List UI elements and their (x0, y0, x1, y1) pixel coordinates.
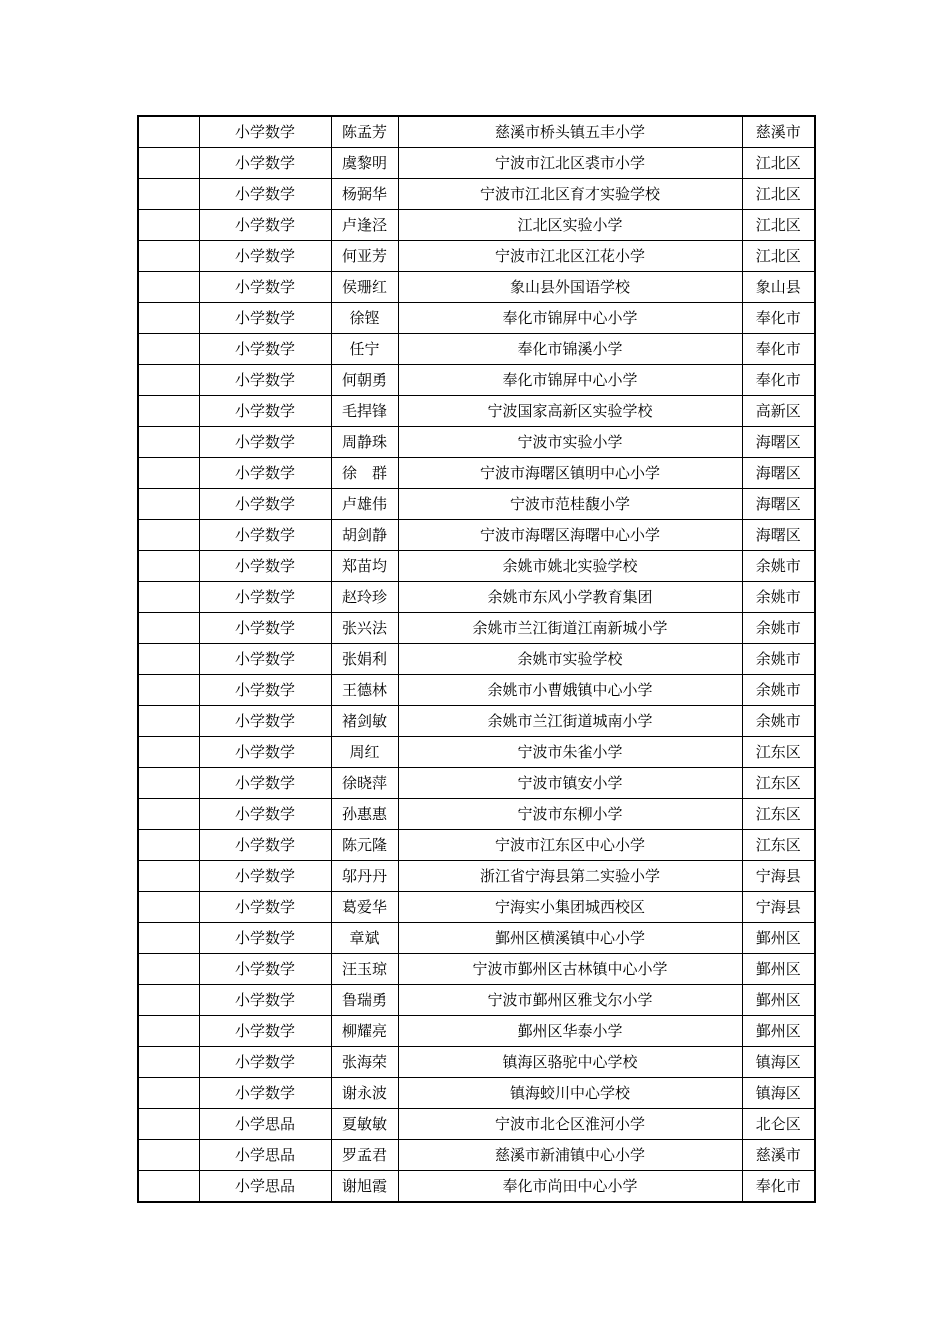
table-row (138, 365, 815, 396)
subject-cell: 小学数学 (199, 582, 331, 613)
table-row (138, 1109, 815, 1140)
row-index-cell (138, 303, 199, 334)
district-cell: 慈溪市 (742, 1140, 815, 1171)
table-row (138, 985, 815, 1016)
school-name-cell: 宁波市海曙区镇明中心小学 (398, 458, 742, 489)
row-index-cell (138, 675, 199, 706)
table-row (138, 861, 815, 892)
school-name-cell: 宁波市鄞州区古林镇中心小学 (398, 954, 742, 985)
row-index-cell (138, 334, 199, 365)
teacher-name-cell: 鲁瑞勇 (331, 985, 398, 1016)
subject-cell: 小学数学 (199, 458, 331, 489)
district-cell: 海曙区 (742, 489, 815, 520)
table-row (138, 613, 815, 644)
school-name-cell: 宁波市江北区育才实验学校 (398, 179, 742, 210)
table-row (138, 303, 815, 334)
subject-cell: 小学数学 (199, 737, 331, 768)
subject-cell: 小学数学 (199, 489, 331, 520)
district-cell: 奉化市 (742, 334, 815, 365)
row-index-cell (138, 241, 199, 272)
row-index-cell (138, 458, 199, 489)
table-row (138, 396, 815, 427)
table-row (138, 179, 815, 210)
table-row (138, 427, 815, 458)
subject-cell: 小学数学 (199, 799, 331, 830)
subject-cell: 小学数学 (199, 861, 331, 892)
subject-cell: 小学数学 (199, 923, 331, 954)
district-cell: 海曙区 (742, 427, 815, 458)
subject-cell: 小学数学 (199, 334, 331, 365)
school-name-cell: 余姚市兰江街道江南新城小学 (398, 613, 742, 644)
subject-cell: 小学数学 (199, 1078, 331, 1109)
teacher-roster-table (137, 115, 816, 1203)
school-name-cell: 宁波市范桂馥小学 (398, 489, 742, 520)
teacher-name-cell: 徐晓萍 (331, 768, 398, 799)
subject-cell: 小学数学 (199, 365, 331, 396)
teacher-name-cell: 孙惠惠 (331, 799, 398, 830)
table-row (138, 334, 815, 365)
teacher-name-cell: 陈元隆 (331, 830, 398, 861)
row-index-cell (138, 923, 199, 954)
teacher-name-cell: 张海荣 (331, 1047, 398, 1078)
row-index-cell (138, 179, 199, 210)
district-cell: 江东区 (742, 830, 815, 861)
district-cell: 镇海区 (742, 1078, 815, 1109)
subject-cell: 小学数学 (199, 985, 331, 1016)
teacher-name-cell: 周静珠 (331, 427, 398, 458)
subject-cell: 小学数学 (199, 179, 331, 210)
school-name-cell: 宁波市海曙区海曙中心小学 (398, 520, 742, 551)
subject-cell: 小学数学 (199, 644, 331, 675)
district-cell: 江北区 (742, 241, 815, 272)
school-name-cell: 奉化市锦溪小学 (398, 334, 742, 365)
table-row (138, 830, 815, 861)
school-name-cell: 余姚市实验学校 (398, 644, 742, 675)
teacher-name-cell: 杨弼华 (331, 179, 398, 210)
table-row (138, 1078, 815, 1109)
row-index-cell (138, 427, 199, 458)
subject-cell: 小学数学 (199, 272, 331, 303)
table-row (138, 551, 815, 582)
row-index-cell (138, 210, 199, 241)
teacher-name-cell: 虞黎明 (331, 148, 398, 179)
table-row (138, 582, 815, 613)
school-name-cell: 镇海区骆驼中心学校 (398, 1047, 742, 1078)
school-name-cell: 宁波市鄞州区雅戈尔小学 (398, 985, 742, 1016)
table-row (138, 1016, 815, 1047)
row-index-cell (138, 489, 199, 520)
teacher-name-cell: 何朝勇 (331, 365, 398, 396)
row-index-cell (138, 551, 199, 582)
school-name-cell: 宁波市江北区江花小学 (398, 241, 742, 272)
teacher-name-cell: 徐 群 (331, 458, 398, 489)
district-cell: 余姚市 (742, 675, 815, 706)
district-cell: 鄞州区 (742, 985, 815, 1016)
table-row (138, 1047, 815, 1078)
table-row (138, 644, 815, 675)
district-cell: 江北区 (742, 148, 815, 179)
subject-cell: 小学数学 (199, 1047, 331, 1078)
district-cell: 余姚市 (742, 613, 815, 644)
table-row (138, 520, 815, 551)
table-row (138, 458, 815, 489)
district-cell: 宁海县 (742, 861, 815, 892)
subject-cell: 小学数学 (199, 116, 331, 148)
school-name-cell: 奉化市锦屏中心小学 (398, 365, 742, 396)
teacher-name-cell: 章斌 (331, 923, 398, 954)
district-cell: 高新区 (742, 396, 815, 427)
district-cell: 奉化市 (742, 1171, 815, 1203)
subject-cell: 小学数学 (199, 210, 331, 241)
school-name-cell: 慈溪市新浦镇中心小学 (398, 1140, 742, 1171)
subject-cell: 小学数学 (199, 830, 331, 861)
subject-cell: 小学数学 (199, 396, 331, 427)
row-index-cell (138, 520, 199, 551)
subject-cell: 小学数学 (199, 613, 331, 644)
district-cell: 宁海县 (742, 892, 815, 923)
subject-cell: 小学数学 (199, 427, 331, 458)
table-row (138, 799, 815, 830)
row-index-cell (138, 1047, 199, 1078)
teacher-name-cell: 胡剑静 (331, 520, 398, 551)
school-name-cell: 宁波市北仑区淮河小学 (398, 1109, 742, 1140)
row-index-cell (138, 148, 199, 179)
teacher-name-cell: 罗孟君 (331, 1140, 398, 1171)
subject-cell: 小学思品 (199, 1140, 331, 1171)
district-cell: 江东区 (742, 799, 815, 830)
subject-cell: 小学思品 (199, 1171, 331, 1203)
district-cell: 江东区 (742, 737, 815, 768)
row-index-cell (138, 613, 199, 644)
row-index-cell (138, 396, 199, 427)
row-index-cell (138, 892, 199, 923)
teacher-name-cell: 毛捍锋 (331, 396, 398, 427)
teacher-name-cell: 卢逢泾 (331, 210, 398, 241)
district-cell: 奉化市 (742, 303, 815, 334)
row-index-cell (138, 830, 199, 861)
subject-cell: 小学数学 (199, 768, 331, 799)
teacher-name-cell: 赵玲珍 (331, 582, 398, 613)
district-cell: 象山县 (742, 272, 815, 303)
row-index-cell (138, 116, 199, 148)
teacher-name-cell: 郑苗均 (331, 551, 398, 582)
school-name-cell: 余姚市东风小学教育集团 (398, 582, 742, 613)
row-index-cell (138, 1171, 199, 1203)
table-row (138, 892, 815, 923)
row-index-cell (138, 272, 199, 303)
row-index-cell (138, 1140, 199, 1171)
district-cell: 江东区 (742, 768, 815, 799)
school-name-cell: 江北区实验小学 (398, 210, 742, 241)
school-name-cell: 奉化市锦屏中心小学 (398, 303, 742, 334)
district-cell: 余姚市 (742, 706, 815, 737)
subject-cell: 小学数学 (199, 241, 331, 272)
district-cell: 鄞州区 (742, 923, 815, 954)
row-index-cell (138, 954, 199, 985)
table-row (138, 241, 815, 272)
school-name-cell: 宁波市东柳小学 (398, 799, 742, 830)
table-row (138, 675, 815, 706)
teacher-name-cell: 周红 (331, 737, 398, 768)
teacher-name-cell: 侯珊红 (331, 272, 398, 303)
row-index-cell (138, 644, 199, 675)
row-index-cell (138, 1078, 199, 1109)
subject-cell: 小学数学 (199, 1016, 331, 1047)
district-cell: 奉化市 (742, 365, 815, 396)
school-name-cell: 宁波国家高新区实验学校 (398, 396, 742, 427)
table-row (138, 706, 815, 737)
table-row (138, 737, 815, 768)
table-row (138, 954, 815, 985)
row-index-cell (138, 768, 199, 799)
school-name-cell: 宁波市江东区中心小学 (398, 830, 742, 861)
school-name-cell: 象山县外国语学校 (398, 272, 742, 303)
row-index-cell (138, 1016, 199, 1047)
school-name-cell: 镇海蛟川中心学校 (398, 1078, 742, 1109)
school-name-cell: 宁波市江北区裘市小学 (398, 148, 742, 179)
table-row (138, 489, 815, 520)
subject-cell: 小学数学 (199, 551, 331, 582)
school-name-cell: 宁波市实验小学 (398, 427, 742, 458)
district-cell: 鄞州区 (742, 1016, 815, 1047)
school-name-cell: 余姚市小曹娥镇中心小学 (398, 675, 742, 706)
teacher-name-cell: 邬丹丹 (331, 861, 398, 892)
table-row (138, 1140, 815, 1171)
teacher-name-cell: 葛爱华 (331, 892, 398, 923)
teacher-name-cell: 褚剑敏 (331, 706, 398, 737)
row-index-cell (138, 737, 199, 768)
district-cell: 海曙区 (742, 520, 815, 551)
school-name-cell: 鄞州区横溪镇中心小学 (398, 923, 742, 954)
table-row (138, 116, 815, 148)
teacher-name-cell: 柳耀亮 (331, 1016, 398, 1047)
subject-cell: 小学数学 (199, 675, 331, 706)
row-index-cell (138, 1109, 199, 1140)
school-name-cell: 宁海实小集团城西校区 (398, 892, 742, 923)
table-row (138, 1171, 815, 1203)
subject-cell: 小学思品 (199, 1109, 331, 1140)
teacher-name-cell: 谢旭霞 (331, 1171, 398, 1203)
row-index-cell (138, 706, 199, 737)
teacher-name-cell: 张兴法 (331, 613, 398, 644)
district-cell: 北仑区 (742, 1109, 815, 1140)
school-name-cell: 宁波市镇安小学 (398, 768, 742, 799)
subject-cell: 小学数学 (199, 954, 331, 985)
district-cell: 江北区 (742, 210, 815, 241)
row-index-cell (138, 365, 199, 396)
row-index-cell (138, 985, 199, 1016)
row-index-cell (138, 799, 199, 830)
teacher-name-cell: 汪玉琼 (331, 954, 398, 985)
teacher-name-cell: 任宁 (331, 334, 398, 365)
school-name-cell: 鄞州区华泰小学 (398, 1016, 742, 1047)
district-cell: 镇海区 (742, 1047, 815, 1078)
district-cell: 江北区 (742, 179, 815, 210)
row-index-cell (138, 582, 199, 613)
district-cell: 余姚市 (742, 644, 815, 675)
table-row (138, 148, 815, 179)
teacher-name-cell: 陈孟芳 (331, 116, 398, 148)
teacher-name-cell: 卢雄伟 (331, 489, 398, 520)
teacher-name-cell: 何亚芳 (331, 241, 398, 272)
school-name-cell: 余姚市兰江街道城南小学 (398, 706, 742, 737)
subject-cell: 小学数学 (199, 303, 331, 334)
district-cell: 海曙区 (742, 458, 815, 489)
teacher-name-cell: 谢永波 (331, 1078, 398, 1109)
table-row (138, 923, 815, 954)
school-name-cell: 奉化市尚田中心小学 (398, 1171, 742, 1203)
subject-cell: 小学数学 (199, 148, 331, 179)
table-row (138, 210, 815, 241)
row-index-cell (138, 861, 199, 892)
teacher-name-cell: 张娟利 (331, 644, 398, 675)
district-cell: 鄞州区 (742, 954, 815, 985)
subject-cell: 小学数学 (199, 892, 331, 923)
subject-cell: 小学数学 (199, 520, 331, 551)
roster-body (138, 116, 815, 1202)
district-cell: 余姚市 (742, 551, 815, 582)
district-cell: 慈溪市 (742, 116, 815, 148)
teacher-name-cell: 徐铿 (331, 303, 398, 334)
school-name-cell: 慈溪市桥头镇五丰小学 (398, 116, 742, 148)
school-name-cell: 浙江省宁海县第二实验小学 (398, 861, 742, 892)
table-row (138, 768, 815, 799)
table-row (138, 272, 815, 303)
subject-cell: 小学数学 (199, 706, 331, 737)
school-name-cell: 宁波市朱雀小学 (398, 737, 742, 768)
district-cell: 余姚市 (742, 582, 815, 613)
school-name-cell: 余姚市姚北实验学校 (398, 551, 742, 582)
teacher-name-cell: 王德林 (331, 675, 398, 706)
teacher-name-cell: 夏敏敏 (331, 1109, 398, 1140)
